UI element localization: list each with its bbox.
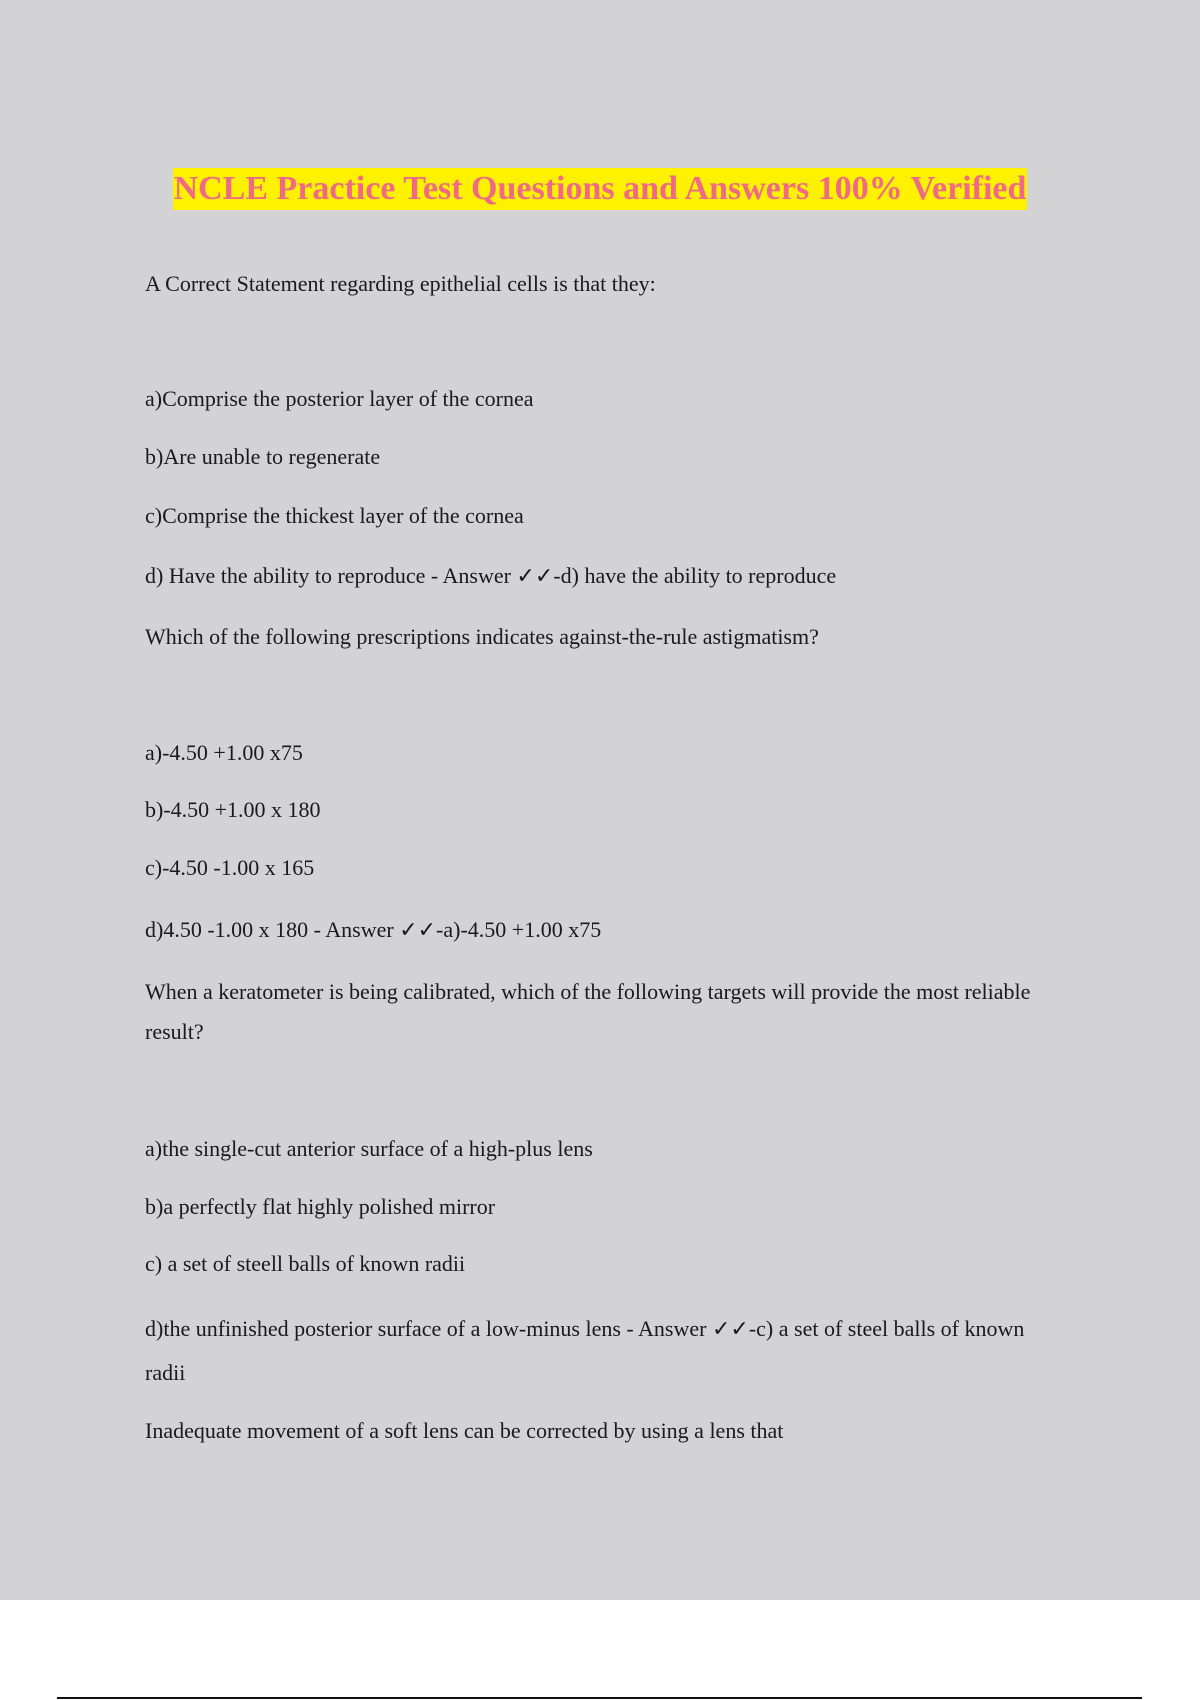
question-3-prompt: When a keratometer is being calibrated, which of the following targets will provide the most reliable result?	[145, 979, 1031, 1044]
question-2-option-b: b)-4.50 +1.00 x 180	[145, 797, 321, 822]
question-2-prompt: Which of the following prescriptions indicates against-the-rule astigmatism?	[145, 624, 819, 649]
question-1-option-a: a)Comprise the posterior layer of the cornea	[145, 386, 534, 411]
question-3-option-d-answer: d)the unfinished posterior surface of a low-minus lens - Answer ✓✓-c) a set of steel balls of known radii	[145, 1316, 1025, 1385]
question-2-option-d-answer: d)4.50 -1.00 x 180 - Answer ✓✓-a)-4.50 +1.00 x75	[145, 917, 602, 942]
question-2-option-a: a)-4.50 +1.00 x75	[145, 740, 303, 765]
question-3-option-b: b)a perfectly flat highly polished mirror	[145, 1194, 496, 1219]
question-1-prompt: A Correct Statement regarding epithelial cells is that they:	[145, 271, 656, 296]
question-1-option-b: b)Are unable to regenerate	[145, 444, 381, 469]
title-container	[0, 168, 1200, 210]
question-1-option-d-answer: d) Have the ability to reproduce - Answer ✓✓-d) have the ability to reproduce	[145, 563, 837, 588]
document-title: NCLE Practice Test Questions and Answers 100% Verified	[173, 168, 1028, 210]
question-3-option-c: c) a set of steell balls of known radii	[145, 1251, 466, 1276]
question-2-option-c: c)-4.50 -1.00 x 165	[145, 855, 315, 880]
footer-divider	[57, 1697, 1142, 1699]
question-1-option-c: c)Comprise the thickest layer of the cornea	[145, 503, 524, 528]
question-4-prompt: Inadequate movement of a soft lens can be corrected by using a lens that	[145, 1418, 784, 1443]
question-3-option-a: a)the single-cut anterior surface of a high-plus lens	[145, 1136, 593, 1161]
